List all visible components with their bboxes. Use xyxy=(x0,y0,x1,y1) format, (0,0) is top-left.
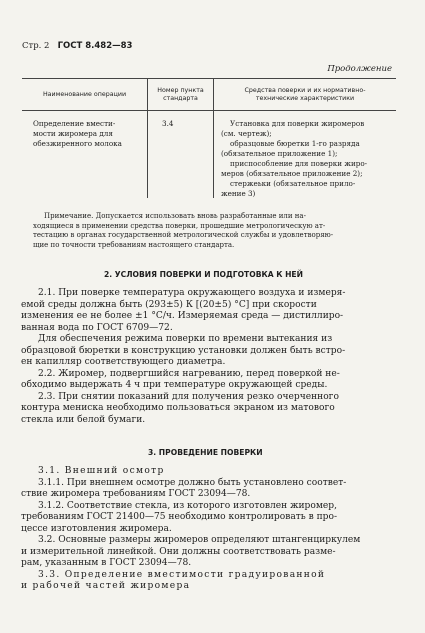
cell-means: Установка для поверки жиромеров (см. чертеж); образцовые бюретки 1-го разряда (обязательное приложение 1); приспособление для поверки жиро- меров (обязательное приложение 2); стержеьки (обязательное прило- жение 3) xyxy=(221,119,368,198)
section-2-body: 2.1. При поверке температура окружающего воздуха и измеря- емой среды должна быть (293±5) К [(20±5) °С] при скорости изменения ее не более ±1 °С/ч. Измеряемая среда — дистиллиро- ванная вода по ГОСТ 6709—72. Для обеспечения режима поверки по времени вытекания из образцовой бюретки в конструкцию установки должен быть встро- ен капилляр соответствующего диаметра. 2.2. Жиромер, подвергшийся нагреванию, перед поверкой не- обходимо выдержать 4 ч при температуре окружающей среды. 2.3. При снятии показаний для получения резко очерченного контура мениска необходимо пользоваться экраном из матового стекла или белой бумаги. xyxy=(21,288,346,425)
section-3-title: 3. ПРОВЕДЕНИЕ ПОВЕРКИ xyxy=(148,448,263,457)
column-header-clause: Номер пункта стандарта xyxy=(157,87,204,102)
page-header xyxy=(22,41,132,51)
table-note: Примечание. Допускается использовать вновь разработанные или на- ходящиеся в применении средства поверки, прошедшие метрологическую ат- тестацию в органах государственной метрологической службы и удовлетворяю- щие по точности требованиям настоящего стандарта. xyxy=(33,212,334,249)
table-top-rule xyxy=(22,78,396,79)
standard-code: ГОСТ 8.482—83 xyxy=(57,41,133,51)
continuation-label: Продолжение xyxy=(327,64,392,74)
column-header-means: Средства поверки и их нормативно- технические характеристики xyxy=(244,87,366,102)
section-3-body: 3.1. Внешний осмотр 3.1.1. При внешнем осмотре должно быть установлено соответ- ствие жиромера требованиям ГОСТ 23094—78. 3.1.2. Соответствие стекла, из которого изготовлен жиромер, требованиям ГОСТ 21400—75 необходимо контролировать в про- цессе изготовления жиромера. 3.2. Основные размеры жиромеров определяют штангенциркулем и измерительной линейкой. Они должны соответствовать разме- рам, указанным в ГОСТ 23094—78. 3.3. Определение вместимости градуированной и рабочей частей жиромера xyxy=(21,466,361,591)
cell-operation: Определение вмести- мости жиромера для обезжиренного молока xyxy=(33,119,122,148)
cell-clause: 3.4 xyxy=(162,119,174,128)
column-header-operation: Наименование операции xyxy=(42,91,127,98)
page-label: Стр. 2 xyxy=(22,41,50,51)
section-2-title: 2. УСЛОВИЯ ПОВЕРКИ И ПОДГОТОВКА К НЕЙ xyxy=(104,270,303,279)
table-header-rule xyxy=(22,110,396,111)
